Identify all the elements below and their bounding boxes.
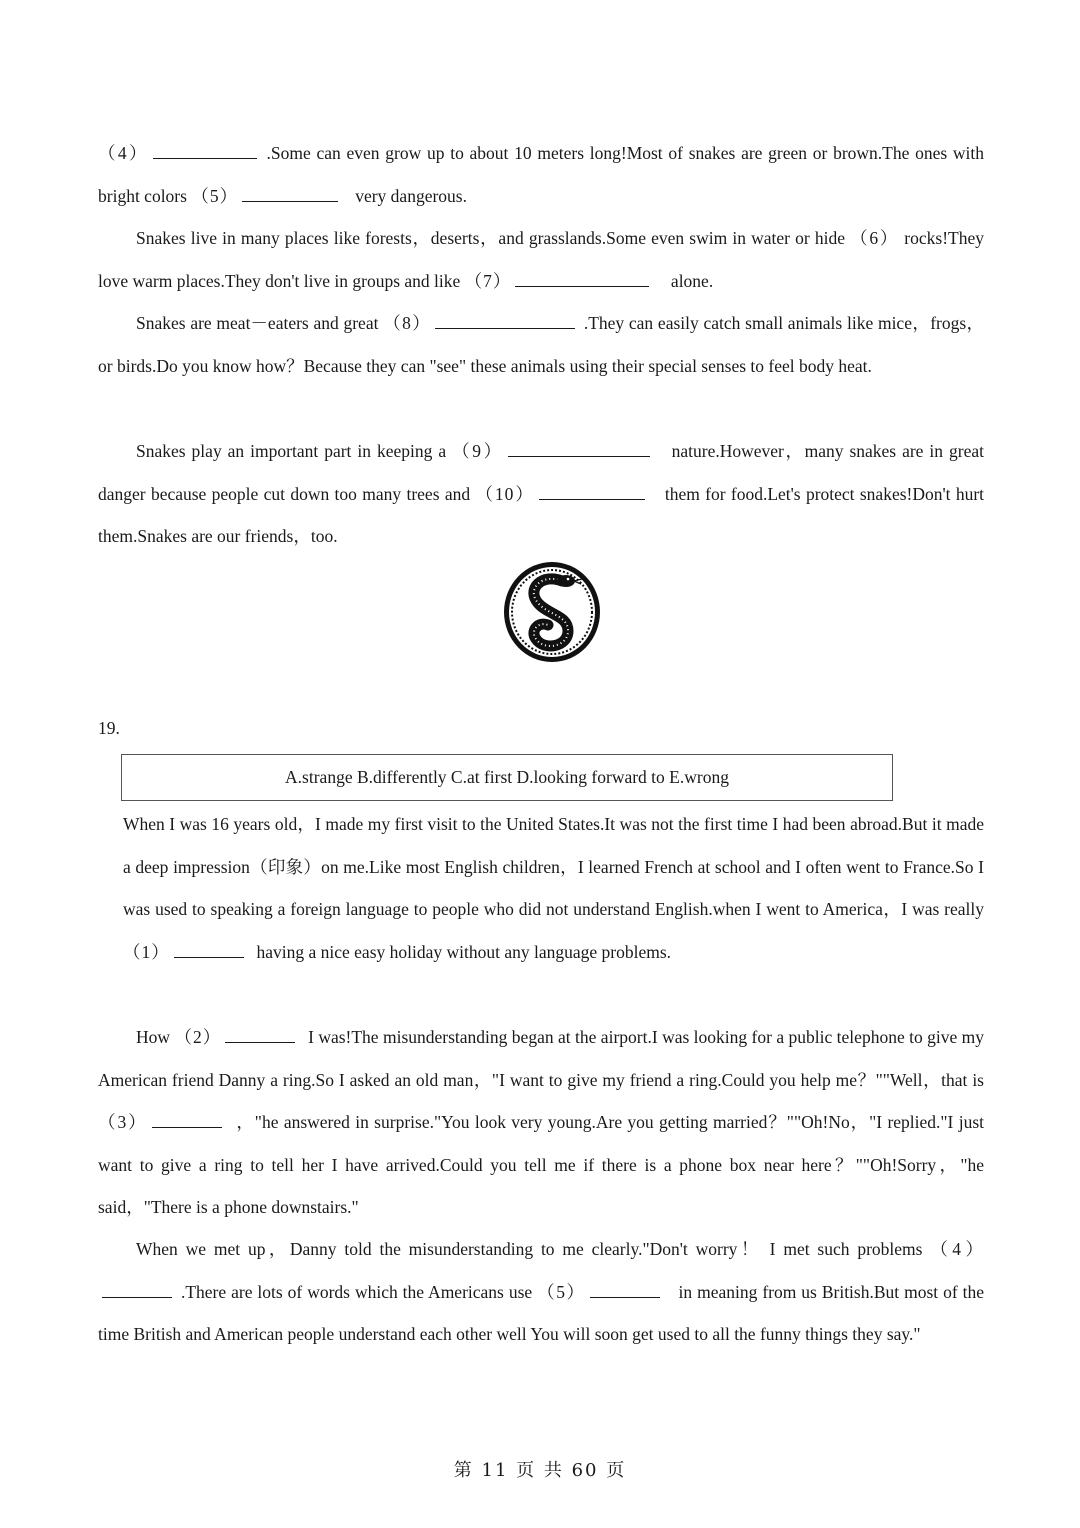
answer-blank-1[interactable] [174, 939, 244, 958]
blank-number-5b: （5） [537, 1281, 586, 1302]
answer-blank-2[interactable] [225, 1024, 295, 1043]
q18-paragraph-4: Snakes play an important part in keeping a （9） nature.However，many snakes are in great danger because people cut down too many trees and （10） them for food.Let's protect snakes!Don't hurt them.Snakes are our friends，too. [98, 430, 984, 558]
blank-number-5: （5） [191, 185, 239, 206]
blank-number-10: （10） [475, 483, 535, 504]
blank-number-4: （4） [98, 143, 149, 163]
answer-blank-7[interactable] [515, 268, 649, 287]
snake-emblem-icon [502, 559, 602, 665]
question-number: 19. [98, 718, 120, 738]
page-footer: 第 11 页 共 60 页 [453, 1460, 627, 1481]
blank-number-1: （1） [123, 941, 170, 962]
answer-blank-4b[interactable] [102, 1279, 172, 1298]
answer-blank-5b[interactable] [590, 1279, 660, 1298]
blank-number-9: （9） [452, 441, 504, 461]
q19-paragraph-2: How （2） I was!The misunderstanding began at the airport.I was looking for a public telephone to give my American friend Danny a ring.So I asked an old man，"I want to give my friend a ring.Could you help me？""Well，that is （3） ，"he answered in surprise."You look very young.Are you getting married？""Oh!No，"I replied."I just want to give a ring to tell her I have arrived.Could you tell me if there is a phone box near here？""Oh!Sorry，"he said，"There is a phone downstairs." [98, 1016, 984, 1229]
blank-number-2: （2） [174, 1027, 222, 1047]
blank-number-4b: （4） [930, 1239, 984, 1259]
word-bank-options: A.strange B.differently C.at first D.looking forward to E.wrong [285, 767, 729, 787]
q18-paragraph-1: （4） .Some can even grow up to about 10 meters long!Most of snakes are green or brown.The ones with bright colors （5） very dangerous. [98, 132, 984, 217]
blank-number-3: （3） [98, 1112, 148, 1132]
answer-blank-8[interactable] [435, 310, 575, 329]
answer-blank-9[interactable] [508, 438, 650, 457]
answer-blank-5[interactable] [242, 183, 338, 202]
q18-paragraph-3: Snakes are meat－eaters and great （8） .They can easily catch small animals like mice，frogs，or birds.Do you know how？Because they can "see" these animals using their special senses to feel body heat. [98, 302, 984, 387]
q19-paragraph-1: When I was 16 years old，I made my first visit to the United States.It was not the first time I had been abroad.But it made a deep impression（印象）on me.Like most English children，I learned French at school and I often went to France.So I was used to speaking a foreign language to people who did not understand English.when I went to America，I was really （1） having a nice easy holiday without any language problems. [123, 814, 984, 962]
answer-blank-4[interactable] [153, 140, 257, 159]
q18-paragraph-2: Snakes live in many places like forests，deserts，and grasslands.Some even swim in water or hide （6） rocks!They love warm places.They don't live in groups and like （7） alone. [98, 228, 984, 291]
answer-blank-10[interactable] [539, 481, 645, 500]
blank-number-6: （6） [850, 228, 900, 248]
blank-number-8: （8） [383, 313, 432, 333]
word-bank-box [121, 754, 893, 801]
q19-paragraph-3: When we met up，Danny told the misunderstanding to me clearly."Don't worry！ I met such problems （4） .There are lots of words which the Americans use （5） in meaning from us British.But most of the time British and American people understand each other well You will soon get used to all the funny things they say." [98, 1239, 985, 1344]
blank-number-7: （7） [464, 270, 512, 291]
answer-blank-3[interactable] [152, 1109, 222, 1128]
